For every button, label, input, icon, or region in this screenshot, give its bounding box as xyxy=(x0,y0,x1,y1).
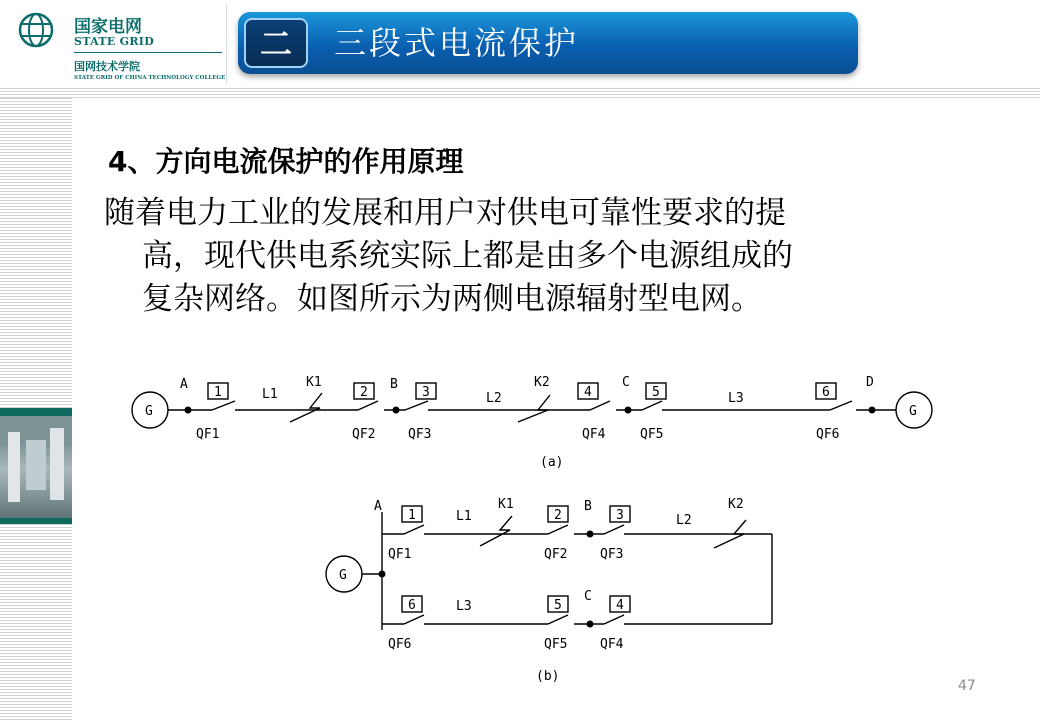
body-line-2: 高，现代供电系统实际上都是由多个电源组成的 xyxy=(142,238,793,274)
college-name-en: STATE GRID OF CHINA TECHNOLOGY COLLEGE xyxy=(74,75,226,81)
breaker-b-qf6-label: QF6 xyxy=(388,637,412,652)
relay-3-label: 3 xyxy=(422,385,430,400)
bus-b-c-label: C xyxy=(584,589,592,604)
fault-k1-label: K1 xyxy=(306,375,322,390)
diagram-b xyxy=(326,506,772,630)
page-number: 47 xyxy=(958,678,976,694)
fault-k2-label: K2 xyxy=(534,375,550,390)
breaker-b-qf5-label: QF5 xyxy=(544,637,568,652)
slide-heading: 4、方向电流保护的作用原理 xyxy=(108,145,464,178)
relay-b-1-label: 1 xyxy=(408,508,416,523)
relay-b-4-label: 4 xyxy=(616,598,624,613)
line-l3-label: L3 xyxy=(728,391,744,406)
bus-d-label: D xyxy=(866,375,874,390)
diagram-b-labels xyxy=(339,497,744,684)
gen-a-left-label: G xyxy=(145,404,153,419)
gen-b-label: G xyxy=(339,568,347,583)
line-b-l3-label: L3 xyxy=(456,599,472,614)
relay-4-label: 4 xyxy=(584,385,592,400)
breaker-qf5-label: QF5 xyxy=(640,427,664,442)
bus-b-a-label: A xyxy=(374,499,382,514)
relay-6-label: 6 xyxy=(822,385,830,400)
relay-b-2-label: 2 xyxy=(554,508,562,523)
breaker-b-qf4-label: QF4 xyxy=(600,637,624,652)
relay-1-label: 1 xyxy=(214,385,222,400)
bus-c-label: C xyxy=(622,375,630,390)
caption-b: (b) xyxy=(536,669,560,684)
line-b-l1-label: L1 xyxy=(456,509,472,524)
college-name-cn: 国网技术学院 xyxy=(74,60,140,73)
breaker-b-qf2-label: QF2 xyxy=(544,547,568,562)
body-line-1: 随着电力工业的发展和用户对供电可靠性要求的提 xyxy=(104,195,786,231)
section-number: 二 xyxy=(244,18,308,68)
fault-b-k2-label: K2 xyxy=(728,497,744,512)
relay-b-5-label: 5 xyxy=(554,598,562,613)
line-b-l2-label: L2 xyxy=(676,513,692,528)
bus-a-label: A xyxy=(180,377,188,392)
bus-b-b-label: B xyxy=(584,499,592,514)
relay-2-label: 2 xyxy=(360,385,368,400)
relay-b-3-label: 3 xyxy=(616,508,624,523)
breaker-qf6-label: QF6 xyxy=(816,427,840,442)
line-l1-label: L1 xyxy=(262,387,278,402)
breaker-qf1-label: QF1 xyxy=(196,427,220,442)
section-title: 三段式电流保护 xyxy=(334,24,580,62)
breaker-qf4-label: QF4 xyxy=(582,427,606,442)
breaker-qf2-label: QF2 xyxy=(352,427,376,442)
diagram-a-labels xyxy=(145,375,917,470)
logo-name-en: STATE GRID xyxy=(74,35,155,48)
gen-a-right-label: G xyxy=(909,404,917,419)
breaker-qf3-label: QF3 xyxy=(408,427,432,442)
body-line-3: 复杂网络。如图所示为两侧电源辐射型电网。 xyxy=(142,281,762,317)
caption-a: (a) xyxy=(540,455,564,470)
line-l2-label: L2 xyxy=(486,391,502,406)
logo-name-cn: 国家电网 xyxy=(74,17,142,37)
breaker-b-qf1-label: QF1 xyxy=(388,547,412,562)
relay-5-label: 5 xyxy=(652,385,660,400)
diagram-a xyxy=(132,383,932,428)
breaker-b-qf3-label: QF3 xyxy=(600,547,624,562)
bus-b-label: B xyxy=(390,377,398,392)
relay-b-6-label: 6 xyxy=(408,598,416,613)
fault-b-k1-label: K1 xyxy=(498,497,514,512)
